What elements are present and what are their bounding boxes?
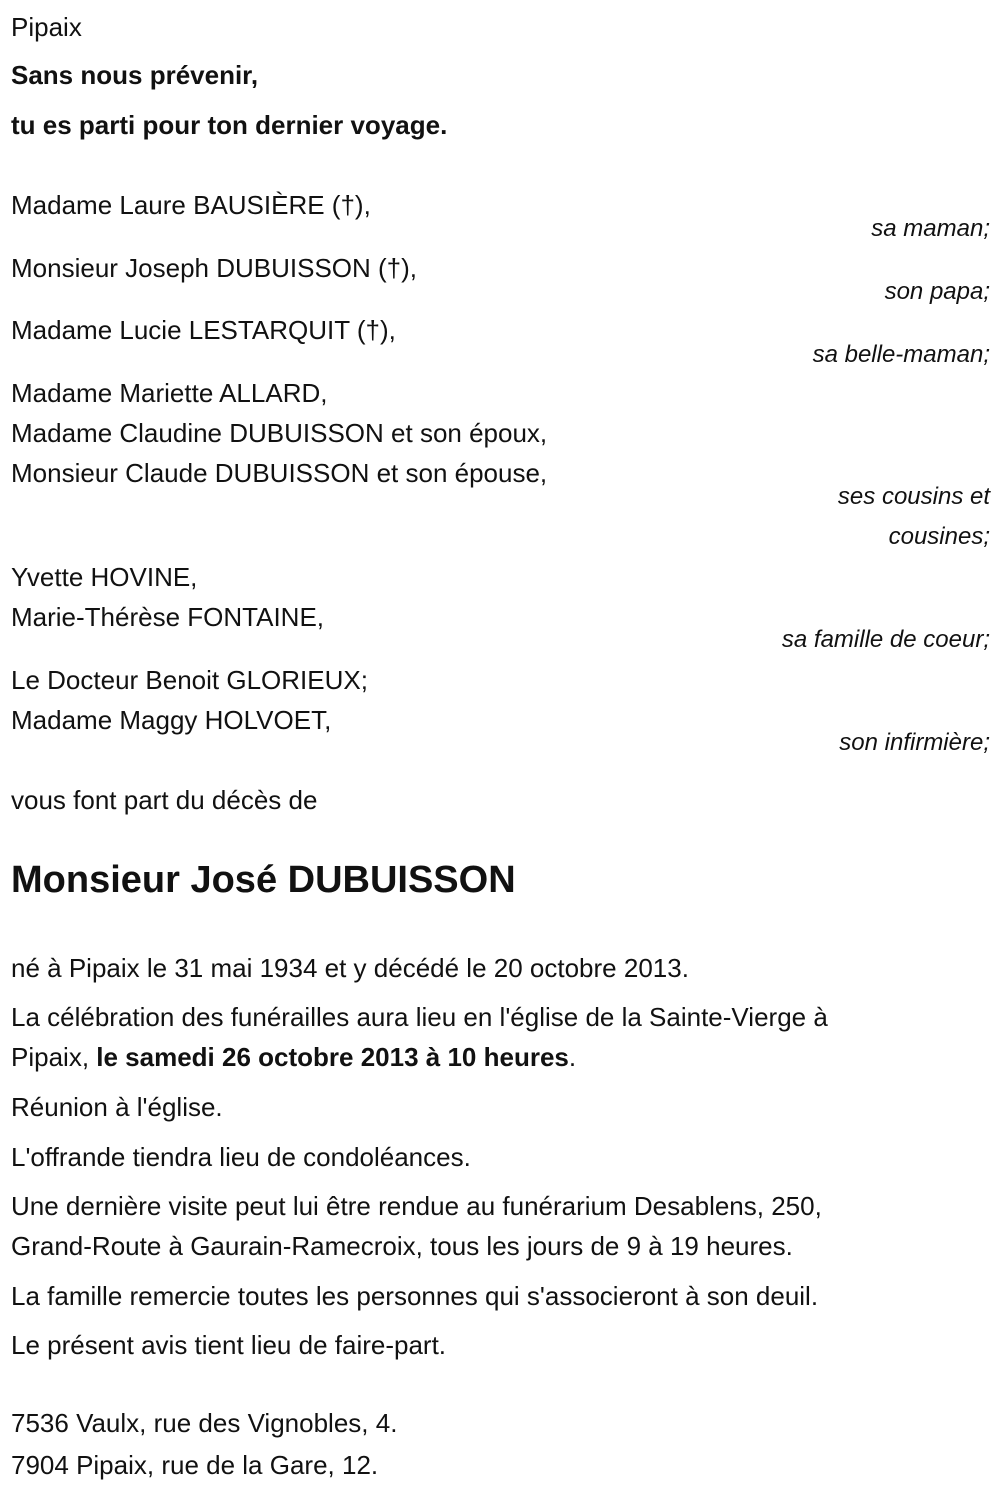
family-relation: son infirmière; — [839, 729, 990, 756]
family-name: Le Docteur Benoit GLORIEUX; — [11, 665, 368, 695]
family-relation: sa maman; — [871, 215, 990, 242]
family-relation: sa famille de coeur; — [781, 626, 990, 653]
family-name: Yvette HOVINE, — [11, 562, 198, 592]
family-name: Madame Lucie LESTARQUIT (†), — [11, 315, 396, 345]
deceased-name: Monsieur José DUBUISSON — [11, 859, 516, 901]
family-name: Monsieur Claude DUBUISSON et son épouse, — [11, 458, 548, 488]
offering: L'offrande tiendra lieu de condoléances. — [11, 1142, 471, 1172]
meeting: Réunion à l'église. — [11, 1092, 223, 1122]
family-relation: sa belle-maman; — [812, 341, 990, 368]
funeral-line — [11, 1042, 576, 1072]
family-relation: ses cousins et — [837, 483, 990, 510]
family-name: Madame Maggy HOLVOET, — [11, 705, 332, 735]
funeral-text: Pipaix, — [11, 1042, 97, 1072]
funeral-date: le samedi 26 octobre 2013 à 10 heures — [96, 1042, 569, 1072]
family-relation: cousines; — [888, 523, 990, 550]
family-name: Madame Mariette ALLARD, — [11, 378, 328, 408]
address: 7536 Vaulx, rue des Vignobles, 4. — [11, 1408, 398, 1438]
family-relation: son papa; — [884, 278, 990, 305]
born: né à Pipaix le 31 mai 1934 et y décédé le 20 octobre 2013. — [11, 953, 689, 983]
verse-line: Sans nous prévenir, — [11, 60, 259, 90]
visit-line: Grand-Route à Gaurain-Ramecroix, tous les jours de 9 à 19 heures. — [11, 1231, 793, 1261]
family-name: Monsieur Joseph DUBUISSON (†), — [11, 253, 418, 283]
family-name: Madame Laure BAUSIÈRE (†), — [11, 190, 371, 220]
thanks: La famille remercie toutes les personnes qui s'associeront à son deuil. — [11, 1281, 819, 1311]
announce: vous font part du décès de — [11, 785, 318, 815]
family-name: Madame Claudine DUBUISSON et son époux, — [11, 418, 548, 448]
funeral-text: . — [568, 1042, 577, 1072]
address: 7904 Pipaix, rue de la Gare, 12. — [11, 1450, 379, 1480]
family-name: Marie-Thérèse FONTAINE, — [11, 602, 325, 632]
visit-line: Une dernière visite peut lui être rendue au funérarium Desablens, 250, — [11, 1191, 822, 1221]
funeral-line: La célébration des funérailles aura lieu en l'église de la Sainte-Vierge à — [11, 1002, 828, 1032]
verse-line: tu es parti pour ton dernier voyage. — [11, 110, 448, 140]
notice: Le présent avis tient lieu de faire-part. — [11, 1330, 447, 1360]
place: Pipaix — [11, 12, 82, 42]
